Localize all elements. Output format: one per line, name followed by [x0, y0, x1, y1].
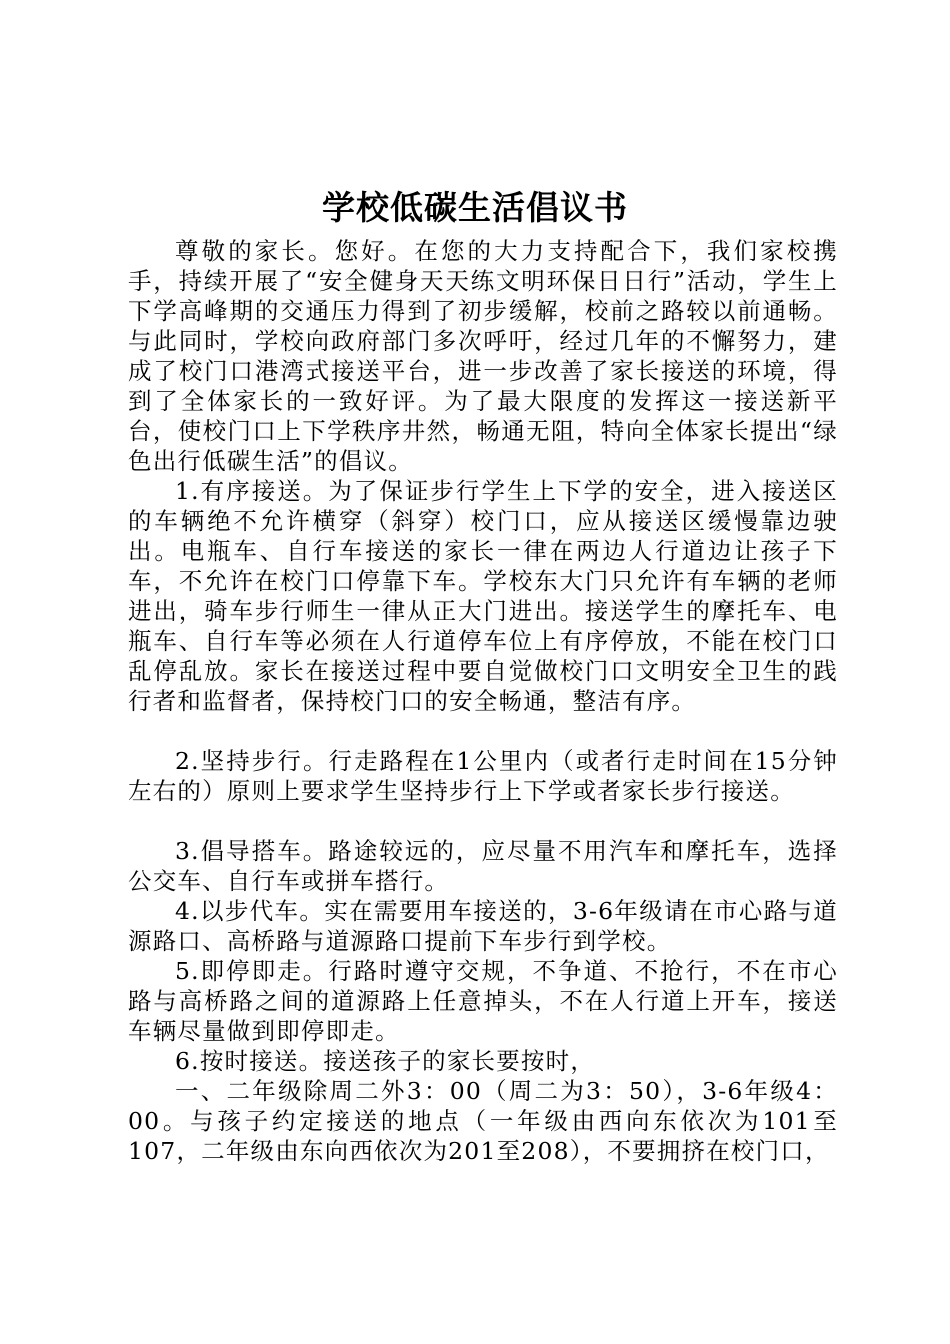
- paragraph-item-3: 3.倡导搭车。路途较远的，应尽量不用汽车和摩托车，选择公交车、自行车或拼车搭行。: [128, 837, 838, 895]
- document-title: 学校低碳生活倡议书: [322, 188, 628, 227]
- paragraph-greeting: 尊敬的家长。您好。在您的大力支持配合下，我们家校携手，持续开展了“安全健身天天练文明环保日日行”活动，学生上下学高峰期的交通压力得到了初步缓解，校前之路较以前通畅。与此同时，学校向政府部门多次呼吁，经过几年的不懈努力，建成了校门口港湾式接送平台，进一步改善了家长接送的环境，得到了全体家长的一致好评。为了最大限度的发挥这一接送新平台，使校门口上下学秩序井然，畅通无阻，特向全体家长提出“绿色出行低碳生活”的倡议。: [128, 237, 838, 475]
- paragraph-item-2: 2.坚持步行。行走路程在1公里内（或者行走时间在15分钟左右的）原则上要求学生坚持步行上下学或者家长步行接送。: [128, 747, 838, 805]
- paragraph-item-5: 5.即停即走。行路时遵守交规，不争道、不抢行，不在市心路与高桥路之间的道源路上任意掉头，不在人行道上开车，接送车辆尽量做到即停即走。: [128, 957, 838, 1045]
- document-body: [128, 236, 838, 1166]
- paragraph-item-1: 1.有序接送。为了保证步行学生上下学的安全，进入接送区的车辆绝不允许横穿（斜穿）校门口，应从接送区缓慢靠边驶出。电瓶车、自行车接送的家长一律在两边人行道边让孩子下车，不允许在校门口停靠下车。学校东大门只允许有车辆的老师进出，骑车步行师生一律从正大门进出。接送学生的摩托车、电瓶车、自行车等必须在人行道停车位上有序停放，不能在校门口乱停乱放。家长在接送过程中要自觉做校门口文明安全卫生的践行者和监督者，保持校门口的安全畅通，整洁有序。: [128, 477, 838, 715]
- paragraph-item-6: 6.按时接送。接送孩子的家长要按时，: [175, 1047, 596, 1075]
- paragraph-item-6-continued: 一、二年级除周二外3：00（周二为3：50），3-6年级4：00。与孩子约定接送的地点（一年级由西向东依次为101至107，二年级由东向西依次为201至208），不要拥挤在校门口，: [128, 1077, 838, 1165]
- paragraph-item-4: 4.以步代车。实在需要用车接送的，3-6年级请在市心路与道源路口、高桥路与道源路口提前下车步行到学校。: [128, 897, 838, 955]
